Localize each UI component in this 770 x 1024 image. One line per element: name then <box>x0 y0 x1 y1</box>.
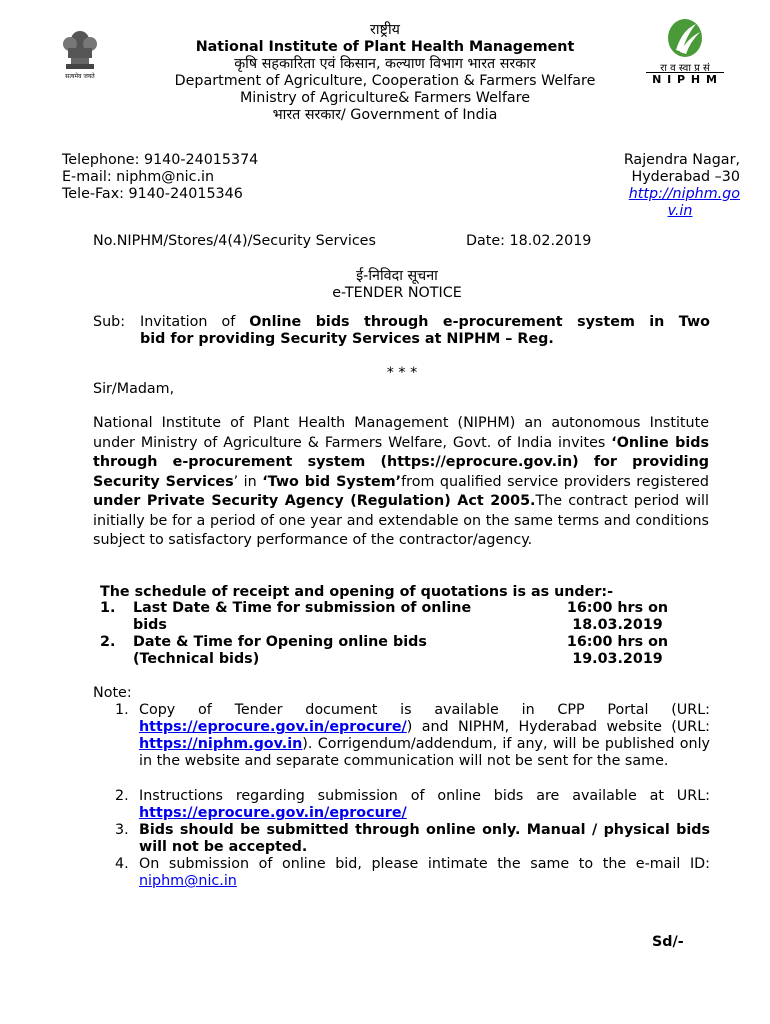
note-text: Copy of Tender document is available in CPP Portal (URL: <box>139 702 710 718</box>
schedule-date: 19.03.2019 <box>572 651 663 667</box>
website-link[interactable]: http://niphm.go <box>628 186 740 202</box>
logo-hindi: रा व स्वा प्र सं <box>660 63 710 74</box>
note-item <box>115 788 710 822</box>
department-line: Department of Agriculture, Cooperation & Farmers Welfare <box>174 73 596 89</box>
subject-bold-2: bid for providing Security Services at NIPHM – Reg. <box>140 331 554 347</box>
subject-text <box>140 314 710 348</box>
address-line2: Hyderabad –30 <box>631 169 740 185</box>
schedule-heading: The schedule of receipt and opening of quotations is as under:- <box>100 584 614 600</box>
schedule-time: 16:00 hrs on <box>566 634 669 650</box>
separator-stars: * * * <box>386 365 418 381</box>
niphm-website-link[interactable]: https://niphm.gov.in <box>139 736 303 752</box>
body-bold-1: ‘Online bids through e-procurement system (https://eprocure.gov.in) for providing Security Services <box>93 434 709 490</box>
note-text: Bids should be submitted through online only. Manual / physical bids will not be accepted. <box>139 822 710 855</box>
eprocure-link[interactable]: https://eprocure.gov.in/eprocure/ <box>139 805 407 821</box>
ministry-line: Ministry of Agriculture& Farmers Welfare <box>239 90 531 106</box>
contact-block <box>62 152 258 203</box>
schedule-time: 16:00 hrs on <box>566 600 669 616</box>
telefax: Tele-Fax: 9140-24015346 <box>62 186 243 202</box>
notice-date: Date: 18.02.2019 <box>466 233 592 249</box>
address-block <box>620 152 740 220</box>
notice-title: e-TENDER NOTICE <box>332 285 462 301</box>
subject-bold-1: Online bids through e-procurement system in Two <box>249 314 710 330</box>
notice-hindi-title: ई-निविदा सूचना <box>356 268 438 284</box>
note-text: Instructions regarding submission of online bids are available at URL: <box>139 788 710 804</box>
email: E-mail: niphm@nic.in <box>62 169 215 185</box>
body-bold-3: under Private Security Agency (Regulation) Act 2005. <box>93 493 536 509</box>
body-text-3: from qualified service providers registered <box>401 473 710 490</box>
note-heading: Note: <box>93 685 132 701</box>
cpp-portal-link[interactable]: https://eprocure.gov.in/eprocure/ <box>139 719 407 735</box>
note-item <box>115 856 710 890</box>
note-num: 1. <box>115 702 129 718</box>
institute-title: National Institute of Plant Health Management <box>195 39 575 55</box>
note-text: ) and NIPHM, Hyderabad website (URL: <box>406 719 710 735</box>
note-num: 4. <box>115 856 129 872</box>
government-hindi: भारत सरकार <box>272 107 341 123</box>
schedule-label: Date & Time for Opening online bids <box>133 634 427 650</box>
website-link-cont[interactable]: v.in <box>667 203 693 219</box>
schedule-label-cont: bids <box>133 617 167 633</box>
subject-label: Sub: <box>93 314 126 330</box>
schedule-row <box>100 634 700 668</box>
schedule-num: 1. <box>100 600 116 616</box>
header-hindi-line2: कृषि सहकारिता एवं किसान, कल्याण विभाग भारत सरकार <box>234 56 536 72</box>
note-text: On submission of online bid, please intimate the same to the e-mail ID: <box>139 856 710 872</box>
schedule-row <box>100 600 700 634</box>
schedule-date: 18.03.2019 <box>572 617 663 633</box>
government-english: / Government of India <box>340 107 498 123</box>
note-num: 3. <box>115 822 129 838</box>
body-paragraph <box>93 414 709 551</box>
body-text-4: The contract period will initially be for a period of one year and extendable on the same terms and conditions subject to satisfactory performance of the contractor/agency. <box>93 493 709 548</box>
note-num: 2. <box>115 788 129 804</box>
note-item <box>115 702 710 787</box>
body-text-2: ’ in <box>233 473 263 490</box>
email-link[interactable]: niphm@nic.in <box>139 873 237 889</box>
emblem-caption: सत्यमेव जयते <box>65 73 95 80</box>
note-text: ). Corrigendum/addendum, if any, will be published only in the website and separate communication will not be sent for the same. <box>139 736 710 769</box>
note-item <box>115 822 710 856</box>
body-text-1: National Institute of Plant Health Management (NIPHM) an autonomous Institute under Ministry of Agriculture & Farmers Welfare, Govt. of India invites <box>93 415 709 451</box>
logo-text: N I P H M <box>646 72 724 86</box>
signature: Sd/- <box>652 934 684 950</box>
salutation: Sir/Madam, <box>93 381 175 397</box>
schedule-label-cont: (Technical bids) <box>133 651 260 667</box>
schedule-label: Last Date & Time for submission of online <box>133 600 472 616</box>
address-line1: Rajendra Nagar, <box>623 152 740 168</box>
telephone: Telephone: 9140-24015374 <box>62 152 259 168</box>
government-line <box>0 107 770 124</box>
subject-prefix: Invitation of <box>140 314 250 330</box>
header-hindi-line1: राष्ट्रीय <box>370 22 400 38</box>
body-bold-2: ‘Two bid System’ <box>262 473 402 490</box>
schedule-num: 2. <box>100 634 116 650</box>
reference-number: No.NIPHM/Stores/4(4)/Security Services <box>93 233 376 249</box>
